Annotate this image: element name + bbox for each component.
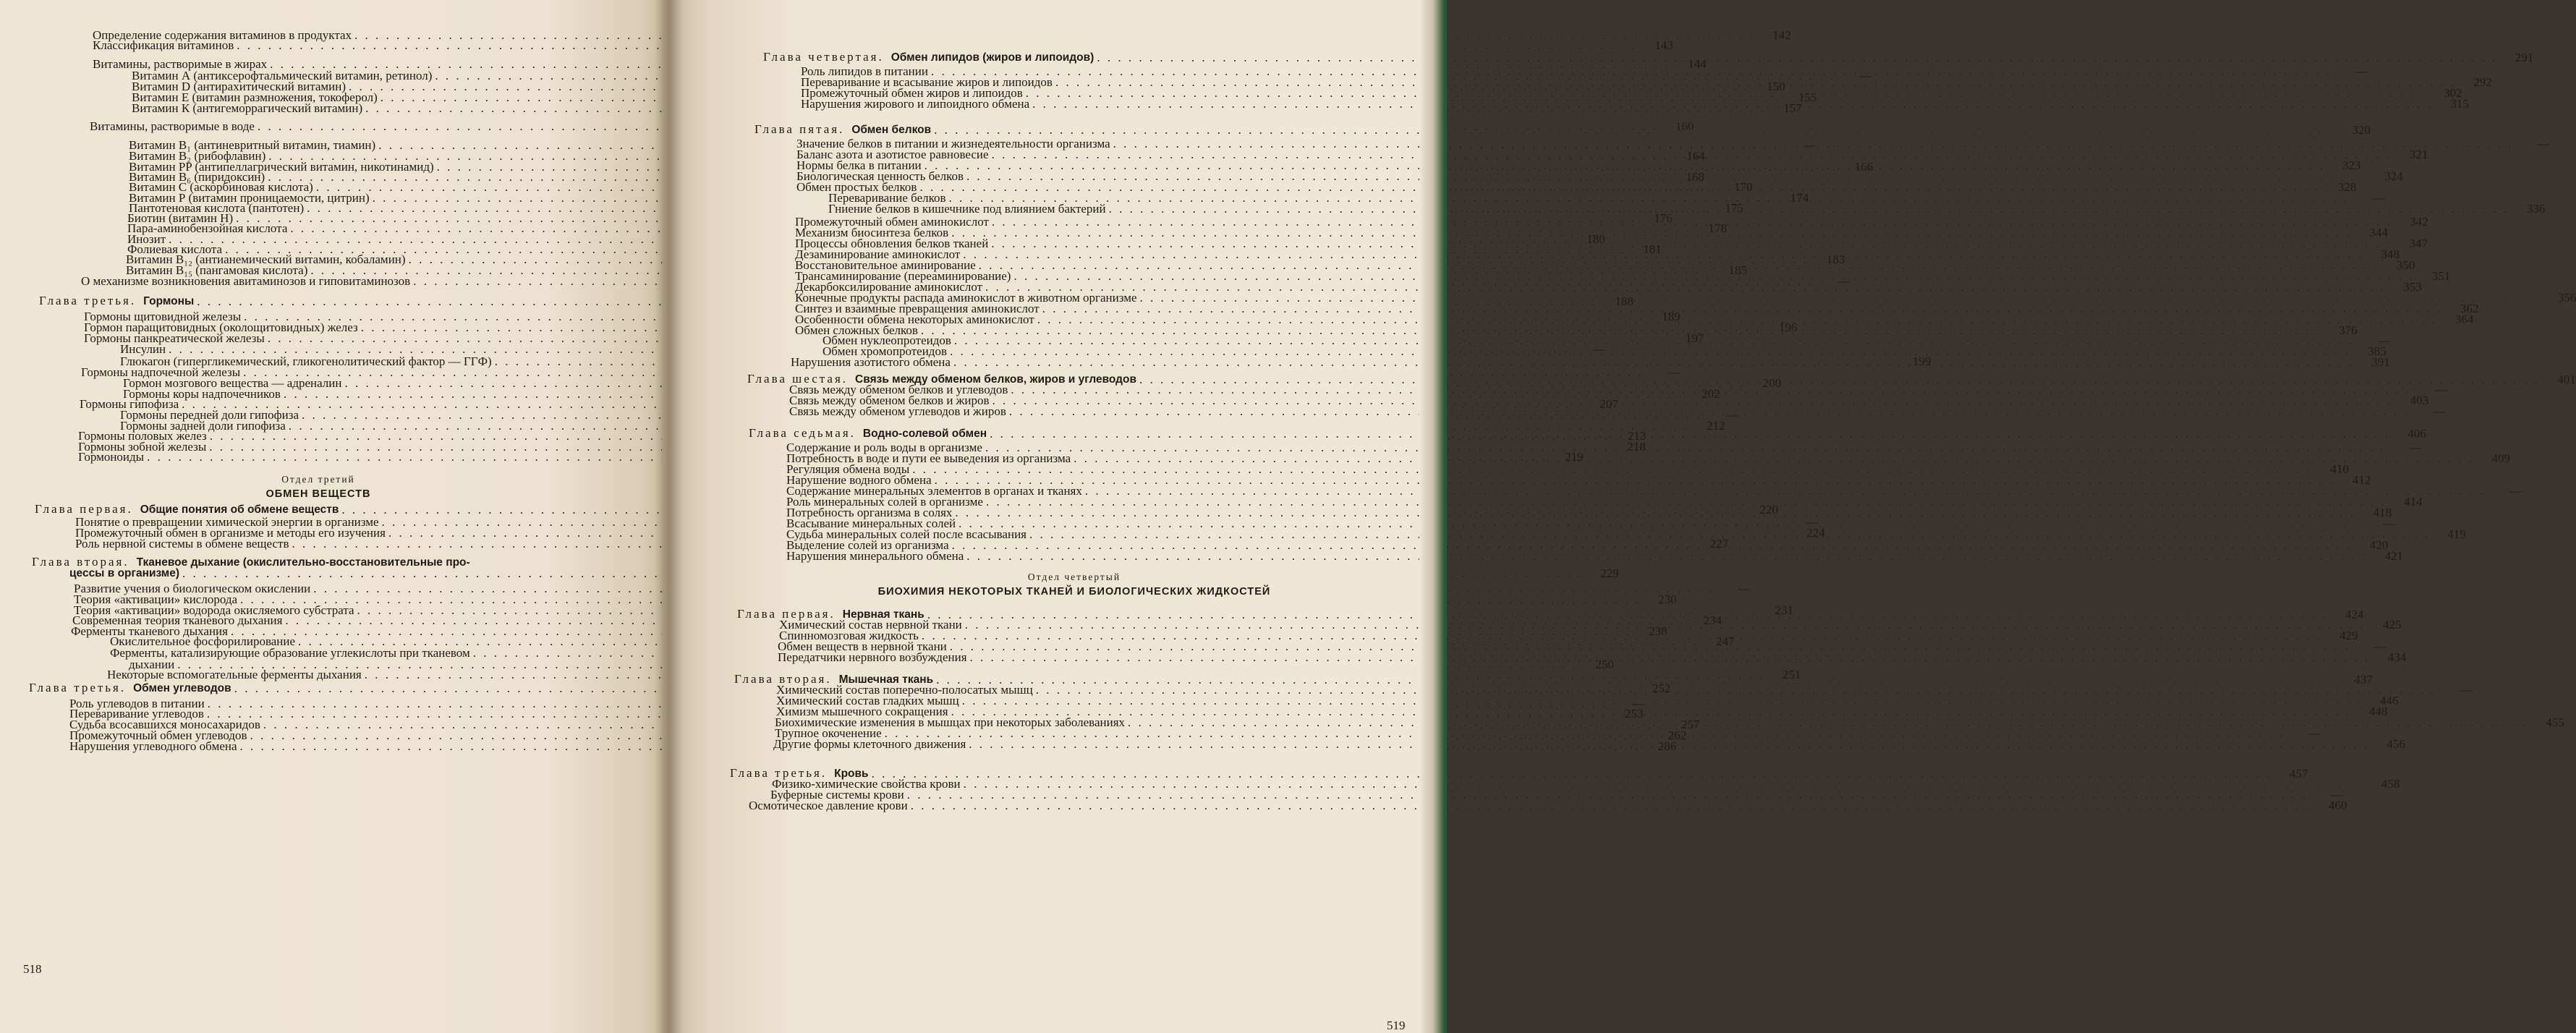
page-reference: 455 [2546,715,2564,729]
leader-dots [1109,203,2509,216]
page-reference: 437 [2354,673,2373,686]
page-reference: 348 [2381,247,2400,261]
page-reference: — [1737,582,1750,595]
entry-title: Другие формы клеточного движения [773,737,966,751]
entry-title: Витамин B₂ (рибофлавин) [129,149,266,163]
entry-title: Нарушения азотистого обмена [791,355,951,369]
chapter-title: Водно-солевой обмен [862,428,987,440]
entry-title: Витамин B₆ (пиридоксин) [129,170,265,184]
page-reference: 218 [1627,440,1646,454]
page-reference: 448 [2368,705,2388,718]
page-reference: 181 [1643,242,1662,256]
page-reference: 155 [1798,90,1817,104]
page-reference: 178 [1708,221,1727,235]
page-reference: — [2509,484,2522,498]
chapter-label: Глава седьмая. [749,426,856,440]
page-reference: 160 [1675,119,1694,133]
chapter-heading [754,123,931,137]
entry-title: Потребность в воде и пути ее выведения из организма [786,451,1071,465]
page-reference: 409 [2491,451,2510,465]
entry-title: Судьба минеральных солей после всасывания [786,527,1026,541]
page-reference: 257 [1681,718,1700,731]
page-reference: 353 [2403,280,2422,294]
chapter-title: Гормоны [143,295,195,307]
entry-title: Развитие учения о биологическом окислении [74,582,311,595]
page-reference: — [1631,697,1644,710]
entry-title: Всасывание минеральных солей [786,516,956,530]
page-reference: 200 [1762,376,1782,390]
page-reference: 356 [2557,291,2576,305]
entry-title: Гормоны щитовидной железы [84,310,242,323]
page-reference: 410 [2330,462,2349,476]
entry-title: Трансаминирование (переаминирование) [795,269,1011,283]
page-reference: 323 [2342,158,2361,172]
chapter-title: Нервная ткань [842,608,924,621]
page-reference: 328 [2337,180,2357,194]
book-gutter [655,0,684,1033]
page-reference: 425 [2383,618,2402,632]
entry-title: Гормоны половых желез [78,429,207,443]
page-reference: 391 [2371,355,2390,369]
entry-title: Химический состав нервной ткани [779,618,962,632]
entry-title: Инозит [127,232,166,246]
page-reference: 180 [1586,232,1605,246]
entry-title: Витамин B₁₅ (пангамовая кислота) [126,263,308,277]
page-reference: 351 [2431,269,2451,283]
page-reference: 434 [2387,650,2407,664]
chapter-title: Обмен углеводов [133,682,231,694]
page-reference: 421 [2384,549,2404,563]
entry-title: Гормоны надпочечной железы [81,365,241,379]
entry-title: Химический состав поперечно-полосатых мышц [776,683,1033,697]
chapter-label: Глава вторая. [32,555,129,569]
entry-title: Ферменты тканевого дыхания [71,624,228,638]
page-reference: — [2355,64,2368,78]
part-title: БИОХИМИЯ НЕКОТОРЫХ ТКАНЕЙ И БИОЛОГИЧЕСКИХ ЖИДКОСТЕЙ [877,586,1271,598]
entry-title: Обмен нуклеопротеидов [822,333,951,347]
leader-dots [990,428,2390,441]
entry-title: Физико-химические свойства крови [772,777,961,791]
entry-title: Обмен простых белков [796,180,917,194]
entry-title: Переваривание белков [828,191,946,205]
entry-title: Связь между обменом белков и жиров [789,394,990,407]
page-reference: 419 [2447,527,2466,541]
entry-title: Буферные системы крови [770,788,904,802]
chapter-label: Глава шестая. [747,372,849,386]
part-heading: Отдел четвертый [1027,571,1121,582]
page-reference: 202 [1701,387,1720,401]
chapter-title: Кровь [834,768,869,780]
entry-title: Обмен хромопротеидов [822,344,947,358]
part-heading: Отдел третий [281,474,355,485]
entry-title: Витамины, растворимые в воде [90,119,255,133]
entry-title: Значение белков в питании и жизнедеятельности организма [796,137,1110,150]
page-reference: 342 [2410,215,2428,229]
page-reference: — [2460,683,2473,697]
entry-title: Обмен сложных белков [795,323,918,337]
entry-title: Промежуточный обмен углеводов [69,728,247,742]
page-reference: 251 [1782,668,1801,681]
entry-title: Промежуточный обмен в организме и методы его изучения [75,526,386,540]
page-reference: 213 [1627,429,1646,443]
page-reference: — [2382,516,2395,530]
entry-title: Содержание минеральных элементов в органах и тканях [786,484,1082,498]
page-reference: 150 [1767,80,1785,93]
page-reference: — [2373,639,2386,653]
entry-title: дыхании [129,658,175,671]
entry-title: Связь между обменом белков и углеводов [789,383,1008,396]
page-reference: 418 [2373,506,2392,519]
page-reference: 292 [2473,75,2492,89]
toc-entry-row[interactable] [786,549,2404,563]
chapter-title: Общие понятия об обмене веществ [140,503,339,516]
page-reference: 376 [2339,323,2358,337]
page-reference: 315 [2450,97,2469,111]
entry-title: Переваривание и всасывание жиров и липоидов [801,75,1053,89]
entry-title: Витамины, растворимые в жирах [93,57,268,71]
entry-title: Витамин PP (антипеллагрический витамин, никотинамид) [129,160,434,174]
leader-dots [966,550,2367,563]
entry-title: Роль липидов в питании [801,64,928,78]
page-reference: 320 [2352,123,2371,137]
entry-title: Химический состав гладких мышц [776,694,959,707]
leader-dots [1032,98,2433,111]
entry-title: Нарушение водного обмена [786,473,932,487]
entry-title: Роль нервной системы в обмене веществ [75,537,289,550]
entry-title: Гормоны коры надпочечников [123,387,281,401]
page-reference: 224 [1806,526,1825,540]
page-reference: — [1802,138,1815,152]
page-reference: — [2409,441,2422,454]
entry-title: Гормон мозгового вещества — адреналин [123,376,342,390]
chapter-label: Глава первая. [35,502,133,516]
chapter-title: Связь между обменом белков, жиров и углеводов [855,373,1136,386]
entry-title: Теория «активации» водорода окисляемого субстрата [74,603,354,617]
chapter-label: Глава пятая. [754,122,845,136]
page-reference: 321 [2409,148,2428,161]
page-reference: 457 [2289,767,2308,781]
entry-title: Биотин (витамин Н) [127,211,234,225]
page-reference: 336 [2526,202,2546,216]
page-reference: 238 [1649,624,1667,638]
chapter-label: Глава вторая. [734,672,832,686]
page-reference: 227 [1709,537,1729,550]
entry-title: Фолиевая кислота [127,242,223,256]
entry-title: Витамин С (аскорбиновая кислота) [129,180,313,194]
page-reference: 291 [2515,51,2534,64]
left-page-number: 518 [23,962,42,976]
page-reference: 231 [1774,603,1794,617]
page-reference: 219 [1565,450,1584,464]
entry-title: Биохимические изменения в мышцах при некоторых заболеваниях [775,715,1126,729]
page-edge-shadow [1419,0,1447,1033]
leader-dots [970,651,2371,664]
entry-title: Конечные продукты распада аминокислот в животном организме [795,291,1137,305]
chapter-title: Обмен белков [851,124,932,136]
page-reference: 144 [1688,57,1706,71]
entry-title: Витамин B₁₂ (антианемический витамин, кобаламин) [126,252,406,266]
chapter-heading [763,51,1094,64]
entry-title: Гормоны зобной железы [78,440,207,454]
leader-dots [953,356,2354,369]
page-reference: — [2378,333,2391,347]
entry-title: Нарушения минерального обмена [786,549,964,563]
entry-title: Современная теория тканевого дыхания [72,613,283,627]
entry-title: Нарушения жирового и липоидного обмена [801,97,1030,111]
entry-title: Витамин А (антиксерофтальмический витамин, ретинол) [132,69,433,82]
page-reference: 344 [2369,226,2388,239]
entry-title: Гормоны передней доли гипофиза [120,408,299,422]
page-reference: 175 [1725,201,1743,215]
page-reference: 143 [1654,38,1674,52]
entry-title: Трупное окоченение [775,726,882,740]
page-reference: 460 [2329,799,2347,812]
chapter-title: Тканевое дыхание (окислительно-восстановительные про- [136,556,470,569]
page-reference: 250 [1595,658,1614,671]
chapter-title: Обмен липидов (жиров и липоидов) [890,51,1094,64]
chapter-heading [39,294,194,308]
page-reference: — [2331,788,2344,802]
entry-title: Понятие о превращении химической энергии в организме [75,515,379,529]
page-reference: — [2373,191,2386,205]
toc-entry-row[interactable] [778,650,2407,664]
page-reference: 164 [1686,149,1705,163]
entry-title: Витамин D (антирахитический витамин) [132,80,347,93]
page-reference: 456 [2386,737,2406,751]
page-reference: 446 [2379,694,2399,707]
entry-title: Гормон паращитовидных (околощитовидных) желез [84,320,358,334]
page-reference: 168 [1686,170,1704,184]
entry-title: Восстановительное аминирование [795,258,976,272]
chapter-label: Глава четвертая. [763,50,884,64]
page-reference: 401 [2557,373,2576,386]
leader-dots [1009,405,2410,418]
entry-title: Окислительное фосфорилирование [110,634,296,648]
page-reference: — [1859,69,1872,82]
page-reference: 207 [1599,397,1618,411]
page-reference: 247 [1716,634,1735,648]
entry-title: Осмотическое давление крови [749,799,908,812]
entry-title: Теория «активации» кислорода [74,592,238,606]
page-reference: 385 [2368,344,2386,358]
page-reference: 458 [2381,777,2400,791]
page-reference: 196 [1779,320,1798,334]
entry-title: Связь между обменом углеводов и жиров [789,404,1006,418]
page-reference: 286 [1657,739,1677,753]
entry-title: Гормоноиды [78,450,145,464]
entry-title: Особенности обмена некоторых аминокислот [795,313,1034,326]
page-reference: 364 [2454,313,2474,326]
entry-title: Содержание и роль воды в организме [786,441,982,454]
entry-title: Пантотеновая кислота (пантотен) [129,201,305,215]
entry-title: О механизме возникновения авитаминозов и гиповитаминозов [81,274,411,288]
page-reference: 212 [1706,419,1725,433]
chapter-label: Глава первая. [737,607,836,621]
entry-title: Нарушения углеводного обмена [69,739,237,753]
page-reference: 142 [1772,28,1791,42]
entry-title: Спинномозговая жидкость [779,629,919,642]
page-reference: 414 [2404,495,2423,509]
chapter-label: Глава третья. [29,681,127,694]
entry-title: Нормы белка в питании [796,158,922,172]
entry-title: Баланс азота и азотистое равновесие [796,148,989,161]
page-reference: — [1837,274,1850,288]
page-reference: 424 [2345,608,2364,621]
entry-title: Определение содержания витаминов в продуктах [93,28,352,42]
page-reference: 429 [2339,629,2358,642]
page-reference: 157 [1783,101,1802,115]
entry-title: Судьба всосавшихся моносахаридов [69,718,260,731]
page-reference: 176 [1654,211,1672,225]
entry-title: Витамин Р (витамин проницаемости, цитрин) [129,191,370,205]
page-reference: 197 [1686,331,1704,345]
page-reference: 412 [2352,473,2371,487]
chapter-title: Мышечная ткань [838,673,934,686]
page-reference: 350 [2397,258,2415,272]
page-reference: 189 [1662,310,1680,323]
page-reference: 324 [2384,169,2403,183]
leader-dots [911,799,2311,812]
page-reference: 362 [2460,302,2479,315]
leader-dots [969,738,2369,751]
entry-title: Переваривание углеводов [69,707,204,720]
entry-title: Процессы обновления белков тканей [795,237,989,250]
chapter-heading [749,427,987,441]
entry-title: Декарбоксилирование аминокислот [795,280,983,294]
chapter-title-continued: цессы в организме) [69,567,180,579]
page-reference: — [2537,137,2550,150]
entry-title: Гормоны задней доли гипофиза [120,419,286,433]
entry-title: Биологическая ценность белков [796,169,964,183]
page-reference: — [2308,726,2321,740]
leader-dots [1097,51,2497,64]
entry-title: Выделение солей из организма [786,538,949,552]
page-reference: — [1592,342,1605,356]
page-reference: 183 [1826,252,1845,266]
entry-title: Инсулин [120,342,166,356]
entry-title: Промежуточный обмен жиров и липоидов [801,86,1023,100]
page-reference: — [2435,383,2448,396]
entry-title: Передатчики нервного возбуждения [778,650,967,664]
entry-title: Некоторые вспомогательные ферменты дыхания [107,668,362,681]
entry-title: Витамин К (антигеморрагический витамин) [132,101,363,115]
entry-title: Механизм биосинтеза белков [795,226,949,239]
toc-entry-row[interactable] [749,799,2347,812]
page-reference: 347 [2409,237,2428,250]
leader-dots [934,124,2334,137]
entry-title: Роль углеводов в питании [69,697,205,710]
entry-title: Пара-аминобензойная кислота [127,221,288,235]
page-reference: 220 [1759,503,1779,516]
page-reference: — [1725,408,1738,422]
entry-title: Синтез и взаимные превращения аминокислот [795,302,1040,315]
entry-title: Витамин Е (витамин размножения, токоферол) [132,90,378,104]
page-reference: — [1806,515,1819,529]
page-reference: — [1667,365,1680,379]
page-reference: — [2433,404,2446,418]
page-reference: 406 [2407,427,2426,441]
entry-title: Классификация витаминов [93,38,234,52]
entry-title: Глюкагон (гипергликемический, гликогенолитический фактор — ГГФ) [120,354,492,368]
entry-title: Потребность организма в солях [786,506,953,519]
page-reference: 253 [1625,707,1644,720]
chapter-heading [29,681,231,695]
page-reference: 403 [2410,394,2429,407]
page-reference: 234 [1703,613,1722,627]
page-reference: 420 [2369,538,2389,552]
page-reference: 166 [1854,160,1874,174]
entry-title: Гормоны гипофиза [80,397,179,411]
chapter-label: Глава третья. [730,766,828,780]
chapter-label: Глава третья. [39,294,137,307]
page-reference: 252 [1652,681,1671,695]
entry-title: Гормоны панкреатической железы [84,331,265,345]
page-reference: 199 [1912,354,1931,368]
page-reference: 188 [1615,294,1633,308]
page-reference: 174 [1790,191,1809,205]
page-reference: 230 [1658,592,1677,606]
entry-title: Химизм мышечного сокращения [776,705,948,718]
entry-title: Гниение белков в кишечнике под влиянием бактерий [828,202,1106,216]
toc-entry-row[interactable] [93,38,1674,52]
entry-title: Регуляция обмена воды [786,462,910,476]
page-reference: 170 [1734,180,1753,194]
right-page-number: 519 [1387,1019,1406,1032]
chapter-heading-continued [69,566,179,580]
entry-title: Обмен веществ в нервной ткани [778,639,947,653]
entry-title: Роль минеральных солей в организме [786,495,983,509]
page-reference: 262 [1667,728,1687,742]
entry-title: Промежуточный обмен аминокислот [795,215,989,229]
page-reference: 302 [2444,86,2462,100]
entry-title: Дезаминирование аминокислот [795,247,961,261]
entry-title: Ферменты, катализирующие образование углекислоты при тканевом [110,646,470,660]
entry-title: Витамин B₁ (антиневритный витамин, тиамин) [129,138,376,152]
part-title: ОБМЕН ВЕЩЕСТВ [265,488,371,500]
page-reference: 229 [1600,566,1619,580]
page-reference: 185 [1728,263,1748,277]
